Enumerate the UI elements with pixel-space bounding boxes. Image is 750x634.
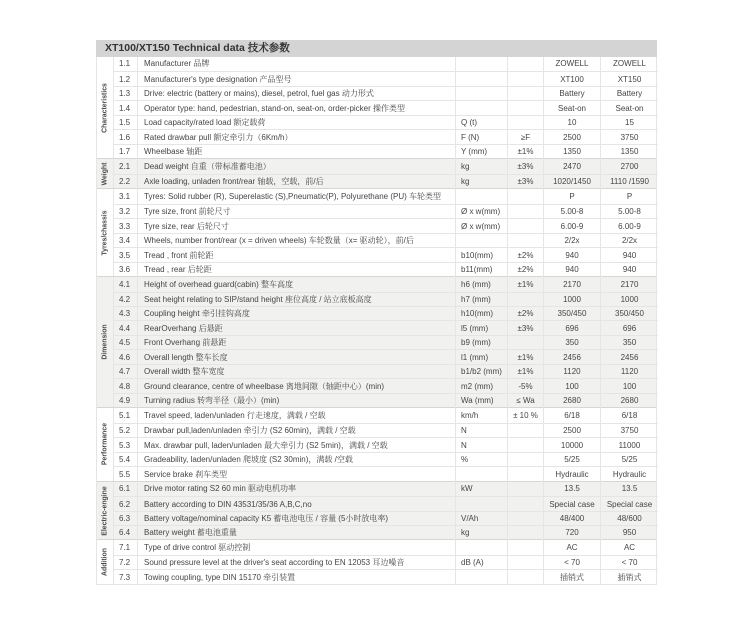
row-value-xt100: < 70	[544, 556, 601, 570]
row-description: Tyre size, front 前轮尺寸	[138, 205, 456, 219]
row-symbol: Q (t)	[456, 116, 508, 130]
row-value-xt100: 1020/1450	[544, 175, 601, 189]
table-row	[114, 378, 658, 392]
row-value-xt100: 1350	[544, 145, 601, 159]
row-value-xt100: 350	[544, 336, 601, 350]
row-value-xt150: 15	[625, 118, 634, 128]
table-row	[114, 218, 658, 232]
row-symbol	[456, 234, 508, 248]
row-tolerance: ± 10 %	[508, 408, 544, 422]
section-category-cell	[97, 482, 114, 540]
row-symbol	[456, 72, 508, 86]
section-category-cell	[97, 408, 114, 480]
row-number: 4.5	[114, 336, 138, 350]
row-value-xt150: AC	[623, 542, 636, 552]
row-value-xt150: Battery	[616, 89, 643, 99]
table-section	[97, 158, 656, 188]
row-description: Drive motor rating S2 60 min 驱动电机功率	[138, 482, 456, 496]
row-value-xt150: 2680	[620, 396, 639, 406]
row-tolerance	[508, 336, 544, 350]
row-number: 5.5	[114, 467, 138, 481]
row-value-xt100: 2470	[544, 159, 601, 173]
row-number: 5.4	[114, 453, 138, 467]
table-row	[114, 482, 658, 496]
row-number: 1.2	[114, 72, 138, 86]
row-value-xt150: Special case	[606, 499, 653, 509]
row-symbol: l1 (mm)	[456, 350, 508, 364]
row-symbol	[456, 570, 508, 584]
row-value-xt100: 6/18	[544, 408, 601, 422]
row-value-xt100: 2500	[544, 424, 601, 438]
row-value-xt100: 100	[544, 379, 601, 393]
row-value-xt100: 2680	[544, 394, 601, 408]
table-section	[97, 276, 656, 407]
section-category-cell	[97, 277, 114, 407]
row-tolerance: ≤ Wa	[508, 394, 544, 408]
row-value-xt100: 插销式	[544, 570, 601, 584]
row-number: 4.3	[114, 307, 138, 321]
row-value-xt150: 1120	[620, 367, 639, 377]
table-row	[114, 247, 658, 261]
row-value-xt150: 940	[622, 265, 637, 275]
section-category-label: Tyres/chassis	[101, 210, 109, 256]
row-symbol: Ø x w(mm)	[456, 205, 508, 219]
section-category-label: Dimension	[101, 324, 109, 360]
row-number: 3.5	[114, 248, 138, 262]
row-description: Load capacity/rated load 额定载荷	[138, 116, 456, 130]
section-rows	[114, 189, 658, 276]
row-symbol	[456, 57, 508, 71]
row-value-xt150: 100	[622, 381, 637, 391]
row-description: Service brake 刹车类型	[138, 467, 456, 481]
row-tolerance	[508, 540, 544, 554]
row-symbol: l5 (mm)	[456, 321, 508, 335]
row-description: RearOverhang 后悬距	[138, 321, 456, 335]
row-tolerance: ±2%	[508, 263, 544, 277]
row-number: 2.2	[114, 175, 138, 189]
section-category-label: Addition	[101, 548, 109, 577]
row-description: Rated drawbar pull 额定牵引力（6Km/h）	[138, 130, 456, 144]
row-number: 3.4	[114, 234, 138, 248]
row-description: Battery voltage/nominal capacity K5 蓄电池电压 / 容量 (5小时放电率)	[138, 512, 456, 526]
row-value-xt100: 2500	[544, 130, 601, 144]
row-number: 3.1	[114, 189, 138, 203]
row-value-xt100: Hydraulic	[544, 467, 601, 481]
row-symbol: kg	[456, 175, 508, 189]
row-value-xt150: 5/25	[621, 455, 638, 465]
row-number: 5.2	[114, 424, 138, 438]
row-value-xt150: 6.00-9	[618, 221, 641, 231]
row-value-xt100: 2456	[544, 350, 601, 364]
table-row	[114, 349, 658, 363]
row-number: 1.3	[114, 87, 138, 101]
table-row	[114, 437, 658, 451]
row-value-xt150: 350/450	[615, 309, 644, 319]
row-value-xt150: 2/2x	[621, 236, 638, 246]
row-description: Tread , front 前轮距	[138, 248, 456, 262]
row-symbol: F (N)	[456, 130, 508, 144]
table-row	[114, 57, 658, 71]
row-description: Manufacturer's type designation 产品型号	[138, 72, 456, 86]
row-value-xt150: 6/18	[621, 410, 638, 420]
row-number: 4.4	[114, 321, 138, 335]
row-tolerance: ±1%	[508, 350, 544, 364]
table-row	[114, 335, 658, 349]
row-tolerance	[508, 512, 544, 526]
row-number: 5.1	[114, 408, 138, 422]
table-row	[114, 86, 658, 100]
row-symbol	[456, 497, 508, 511]
row-tolerance: ±3%	[508, 175, 544, 189]
section-category-label: Weight	[101, 162, 109, 186]
row-tolerance	[508, 570, 544, 584]
row-value-xt150: 2456	[620, 352, 639, 362]
row-tolerance	[508, 556, 544, 570]
row-description: Axle loading, unladen front/rear 轴载，空载，前/后	[138, 175, 456, 189]
row-number: 1.4	[114, 101, 138, 115]
section-category-label: Performance	[101, 423, 109, 466]
row-symbol: Ø x w(mm)	[456, 219, 508, 233]
row-symbol: h6 (mm)	[456, 277, 508, 291]
table-row	[114, 466, 658, 480]
row-value-xt100: 5/25	[544, 453, 601, 467]
row-tolerance	[508, 526, 544, 540]
section-category-label: Characteristics	[101, 82, 109, 133]
section-rows	[114, 540, 658, 583]
row-symbol: N	[456, 438, 508, 452]
row-value-xt100: P	[544, 189, 601, 203]
row-description: Wheelbase 轴距	[138, 145, 456, 159]
table-row	[114, 320, 658, 334]
row-value-xt100: Seat-on	[544, 101, 601, 115]
row-number: 6.2	[114, 497, 138, 511]
row-description: Towing coupling, type DIN 15170 牵引装置	[138, 570, 456, 584]
row-description: Turning radius 转弯半径（最小）(min)	[138, 394, 456, 408]
section-category-cell	[97, 540, 114, 583]
row-tolerance	[508, 57, 544, 71]
row-value-xt150: 350	[622, 338, 637, 348]
row-tolerance: ±2%	[508, 248, 544, 262]
row-value-xt150: 1350	[620, 147, 639, 157]
row-tolerance: ±3%	[508, 321, 544, 335]
row-symbol: m2 (mm)	[456, 379, 508, 393]
table-row	[114, 115, 658, 129]
row-tolerance	[508, 482, 544, 496]
table-row	[114, 71, 658, 85]
row-tolerance	[508, 234, 544, 248]
table-row	[114, 306, 658, 320]
row-symbol: h7 (mm)	[456, 293, 508, 307]
row-tolerance	[508, 453, 544, 467]
row-description: Battery weight 蓄电池重量	[138, 526, 456, 540]
row-description: Sound pressure level at the driver's seat according to EN 12053 耳边噪音	[138, 556, 456, 570]
row-symbol: km/h	[456, 408, 508, 422]
table-row	[114, 189, 658, 203]
row-tolerance: ±3%	[508, 159, 544, 173]
row-number: 1.6	[114, 130, 138, 144]
row-number: 7.2	[114, 556, 138, 570]
row-value-xt100: 720	[544, 526, 601, 540]
row-value-xt150: Hydraulic	[612, 469, 647, 479]
table-row	[114, 408, 658, 422]
row-symbol	[456, 540, 508, 554]
table-row	[114, 393, 658, 407]
row-number: 3.2	[114, 205, 138, 219]
row-number: 6.1	[114, 482, 138, 496]
table-row	[114, 174, 658, 188]
row-value-xt100: 5.00-8	[544, 205, 601, 219]
row-symbol: N	[456, 424, 508, 438]
row-number: 2.1	[114, 159, 138, 173]
row-tolerance	[508, 205, 544, 219]
row-number: 7.3	[114, 570, 138, 584]
row-symbol: b1/b2 (mm)	[456, 365, 508, 379]
table-row	[114, 100, 658, 114]
row-number: 4.8	[114, 379, 138, 393]
row-tolerance	[508, 467, 544, 481]
row-description: Type of drive control 驱动控制	[138, 540, 456, 554]
section-category-label: Electric-engine	[101, 485, 109, 536]
row-symbol: kW	[456, 482, 508, 496]
row-symbol	[456, 101, 508, 115]
row-value-xt150: 1110 /1590	[610, 177, 649, 187]
row-description: Drawbar pull,laden/unladen 牵引力 (S2 60min)，满载 / 空载	[138, 424, 456, 438]
row-value-xt100: 1000	[544, 293, 601, 307]
table-row	[114, 262, 658, 276]
row-description: Tyres: Solid rubber (R), Superelastic (S),Pneumatic(P), Polyurethane (PU) 车轮类型	[138, 189, 456, 203]
table-row	[114, 292, 658, 306]
row-tolerance	[508, 189, 544, 203]
row-tolerance	[508, 116, 544, 130]
row-value-xt150: 11000	[618, 440, 641, 450]
row-value-xt100: 10	[544, 116, 601, 130]
table-section	[97, 57, 656, 158]
row-value-xt150: P	[626, 191, 633, 201]
row-number: 1.5	[114, 116, 138, 130]
row-number: 1.7	[114, 145, 138, 159]
row-tolerance: ≥F	[508, 130, 544, 144]
row-description: Dead weight 自重（带标准蓄电池）	[138, 159, 456, 173]
table-row	[114, 452, 658, 466]
row-tolerance: -5%	[508, 379, 544, 393]
row-symbol: b11(mm)	[456, 263, 508, 277]
section-category-cell	[97, 189, 114, 276]
row-value-xt150: ZOWELL	[613, 59, 646, 69]
section-rows	[114, 277, 658, 407]
row-tolerance	[508, 87, 544, 101]
table-row	[114, 144, 658, 158]
row-value-xt150: 950	[622, 528, 637, 538]
table-row	[114, 233, 658, 247]
row-symbol: dB (A)	[456, 556, 508, 570]
row-value-xt150: 3750	[620, 132, 639, 142]
row-tolerance: ±1%	[508, 277, 544, 291]
table-section	[97, 407, 656, 480]
row-description: Max. drawbar pull, laden/unladen 最大牵引力 (S2 5min)，满载 / 空载	[138, 438, 456, 452]
row-description: Travel speed, laden/unladen 行走速度，满载 / 空载	[138, 408, 456, 422]
row-value-xt100: 2/2x	[544, 234, 601, 248]
row-number: 1.1	[114, 57, 138, 71]
row-tolerance	[508, 101, 544, 115]
table-row	[114, 204, 658, 218]
row-tolerance: ±1%	[508, 365, 544, 379]
row-number: 3.3	[114, 219, 138, 233]
row-value-xt150: 2170	[620, 279, 639, 289]
row-value-xt100: 2170	[544, 277, 601, 291]
row-value-xt150: 2700	[620, 161, 639, 171]
table-row	[114, 511, 658, 525]
row-number: 4.2	[114, 293, 138, 307]
row-number: 4.6	[114, 350, 138, 364]
row-symbol	[456, 189, 508, 203]
row-value-xt100: 350/450	[544, 307, 601, 321]
row-value-xt100: Battery	[544, 87, 601, 101]
row-description: Drive: electric (battery or mains), diesel, petrol, fuel gas 动力形式	[138, 87, 456, 101]
row-description: Seat height relating to SIP/stand height 座位高度 / 站立底板高度	[138, 293, 456, 307]
row-symbol: b10(mm)	[456, 248, 508, 262]
table-row	[114, 277, 658, 291]
table-row	[114, 569, 658, 583]
row-symbol: V/Ah	[456, 512, 508, 526]
row-symbol: Wa (mm)	[456, 394, 508, 408]
row-value-xt100: 1120	[544, 365, 601, 379]
row-value-xt100: 6.00-9	[544, 219, 601, 233]
row-description: Overall length 整车长度	[138, 350, 456, 364]
row-description: Overall width 整车宽度	[138, 365, 456, 379]
row-description: Gradeability, laden/unladen 爬坡度 (S2 30min)，满载 /空载	[138, 453, 456, 467]
technical-data-sheet	[96, 40, 657, 585]
row-description: Battery according to DIN 43531/35/36 A,B,C,no	[138, 497, 456, 511]
row-value-xt150: 5.00-8	[618, 207, 641, 217]
row-value-xt100: Special case	[544, 497, 601, 511]
row-symbol: %	[456, 453, 508, 467]
row-tolerance	[508, 219, 544, 233]
table-section	[97, 539, 656, 583]
row-number: 4.7	[114, 365, 138, 379]
row-value-xt150: 696	[622, 323, 637, 333]
row-description: Ground clearance, centre of wheelbase 离地间隙（轴距中心）(min)	[138, 379, 456, 393]
row-value-xt100: 940	[544, 263, 601, 277]
section-rows	[114, 159, 658, 188]
row-number: 4.1	[114, 277, 138, 291]
row-tolerance	[508, 438, 544, 452]
row-value-xt100: ZOWELL	[544, 57, 601, 71]
row-number: 5.3	[114, 438, 138, 452]
row-tolerance	[508, 293, 544, 307]
row-number: 4.9	[114, 394, 138, 408]
row-value-xt100: XT100	[544, 72, 601, 86]
row-value-xt150: 插销式	[617, 572, 642, 582]
row-tolerance	[508, 424, 544, 438]
sheet-title: XT100/XT150 Technical data 技术参数	[96, 40, 657, 57]
row-symbol: kg	[456, 159, 508, 173]
row-number: 6.4	[114, 526, 138, 540]
row-tolerance	[508, 72, 544, 86]
table-row	[114, 129, 658, 143]
row-value-xt100: 10000	[544, 438, 601, 452]
table-row	[114, 525, 658, 539]
row-number: 3.6	[114, 263, 138, 277]
spec-table	[96, 57, 657, 585]
row-value-xt100: AC	[544, 540, 601, 554]
table-row	[114, 496, 658, 510]
row-tolerance: ±1%	[508, 145, 544, 159]
row-symbol: h10(mm)	[456, 307, 508, 321]
row-symbol	[456, 467, 508, 481]
section-rows	[114, 57, 658, 158]
section-category-cell	[97, 159, 114, 188]
row-symbol: kg	[456, 526, 508, 540]
table-row	[114, 423, 658, 437]
row-description: Wheels, number front/rear (x = driven wheels) 车轮数量（x= 驱动轮），前/后	[138, 234, 456, 248]
table-row	[114, 540, 658, 554]
row-tolerance	[508, 497, 544, 511]
row-description: Tread , rear 后轮距	[138, 263, 456, 277]
row-value-xt150: 1000	[620, 294, 639, 304]
row-value-xt150: Seat-on	[615, 103, 644, 113]
table-row	[114, 159, 658, 173]
row-symbol: Y (mm)	[456, 145, 508, 159]
section-rows	[114, 408, 658, 480]
row-symbol: b9 (mm)	[456, 336, 508, 350]
row-value-xt150: XT150	[617, 74, 642, 84]
row-description: Height of overhead guard(cabin) 整车高度	[138, 277, 456, 291]
row-value-xt150: 13.5	[621, 484, 638, 494]
row-description: Operator type: hand, pedestrian, stand-on, seat-on, order-picker 操作类型	[138, 101, 456, 115]
row-value-xt150: 48/600	[617, 514, 642, 524]
row-value-xt150: 940	[622, 250, 637, 260]
row-value-xt100: 696	[544, 321, 601, 335]
table-section	[97, 481, 656, 540]
row-number: 6.3	[114, 512, 138, 526]
section-category-cell	[97, 57, 114, 158]
row-tolerance: ±2%	[508, 307, 544, 321]
row-value-xt100: 13.5	[544, 482, 601, 496]
row-description: Coupling height 牵引挂钩高度	[138, 307, 456, 321]
row-value-xt150: 3750	[620, 426, 639, 436]
row-description: Manufacturer 品牌	[138, 57, 456, 71]
table-section	[97, 188, 656, 276]
row-symbol	[456, 87, 508, 101]
table-row	[114, 555, 658, 569]
row-value-xt150: < 70	[621, 558, 638, 568]
row-value-xt100: 48/400	[544, 512, 601, 526]
row-number: 7.1	[114, 540, 138, 554]
row-value-xt100: 940	[544, 248, 601, 262]
section-rows	[114, 482, 658, 540]
row-description: Tyre size, rear 后轮尺寸	[138, 219, 456, 233]
row-description: Front Overhang 前悬距	[138, 336, 456, 350]
table-row	[114, 364, 658, 378]
